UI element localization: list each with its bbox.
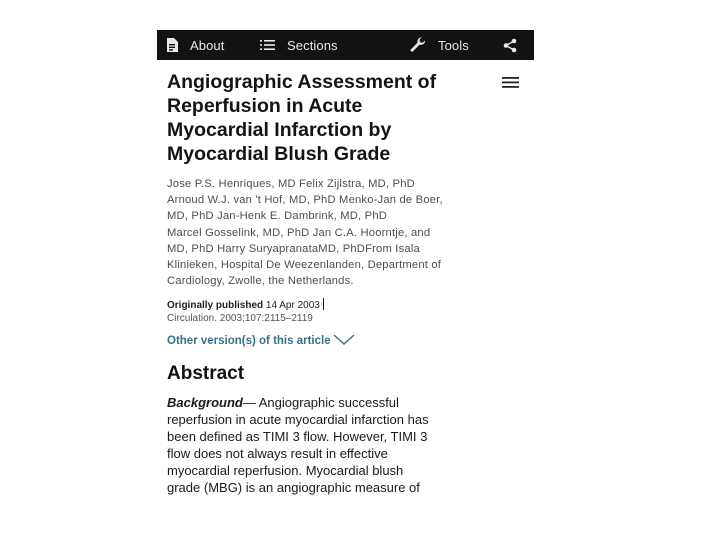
author-line: Klinieken, Hospital De Weezenlanden, Department of bbox=[167, 259, 442, 272]
author-line: MD, PhD Jan-Henk E. Dambrink, MD, PhD bbox=[167, 210, 388, 223]
other-versions-label: Other version(s) of this article bbox=[167, 335, 331, 348]
top-toolbar bbox=[157, 30, 534, 60]
author-line: Jose P.S. Henriques, MD Felix Zijlstra, MD, PhD bbox=[167, 178, 415, 190]
share-icon bbox=[503, 38, 517, 53]
abstract-line: grade (MBG) is an angiographic measure of bbox=[167, 480, 420, 496]
about-button[interactable] bbox=[166, 30, 224, 60]
abstract-line: reperfusion in acute myocardial infarction has bbox=[167, 412, 429, 428]
text-cursor bbox=[323, 298, 324, 310]
abstract-label: Background bbox=[167, 395, 243, 411]
title-line: Angiographic Assessment of bbox=[167, 71, 437, 93]
about-label: About bbox=[190, 37, 225, 53]
share-button[interactable] bbox=[503, 30, 517, 60]
author-line: Arnoud W.J. van 't Hof, MD, PhD Menko-Jan de Boer, bbox=[167, 194, 443, 207]
author-line: Cardiology, Zwolle, the Netherlands. bbox=[167, 275, 354, 288]
tools-button[interactable] bbox=[410, 30, 469, 60]
title-line: Reperfusion in Acute bbox=[167, 95, 363, 117]
sections-button[interactable] bbox=[260, 30, 338, 60]
author-line: MD, PhD Harry SuryapranataMD, PhDFrom Isala bbox=[167, 242, 420, 255]
publication-info bbox=[167, 298, 527, 312]
title-line: Myocardial Blush Grade bbox=[167, 143, 391, 165]
article-title bbox=[167, 70, 527, 166]
sections-label: Sections bbox=[287, 37, 338, 53]
document-icon bbox=[166, 38, 178, 52]
citation: Circulation. 2003;107:2115–2119 bbox=[167, 313, 313, 325]
abstract-line: myocardial reperfusion. Myocardial blush bbox=[167, 463, 404, 479]
abstract-line bbox=[167, 394, 527, 411]
chevron-down-icon bbox=[331, 333, 355, 350]
tools-label: Tools bbox=[438, 37, 469, 53]
other-versions-link[interactable] bbox=[167, 333, 527, 350]
published-date: 14 Apr 2003 bbox=[265, 300, 320, 312]
phone-screen bbox=[157, 30, 534, 510]
abstract-line: been defined as TIMI 3 flow. However, TIMI 3 bbox=[167, 429, 428, 445]
abstract-text: — Angiographic successful bbox=[242, 395, 399, 411]
title-line: Myocardial Infarction by bbox=[167, 119, 392, 141]
abstract-line: flow does not always result in effective bbox=[167, 446, 388, 462]
author-line: Marcel Gosselink, MD, PhD Jan C.A. Hoorntje, and bbox=[167, 226, 431, 239]
wrench-icon bbox=[410, 37, 426, 53]
abstract-body bbox=[167, 394, 527, 496]
authors-block bbox=[167, 176, 527, 289]
published-label: Originally published bbox=[167, 300, 264, 312]
abstract-heading: Abstract bbox=[167, 363, 245, 385]
list-icon bbox=[260, 39, 275, 51]
article-content bbox=[167, 70, 527, 496]
